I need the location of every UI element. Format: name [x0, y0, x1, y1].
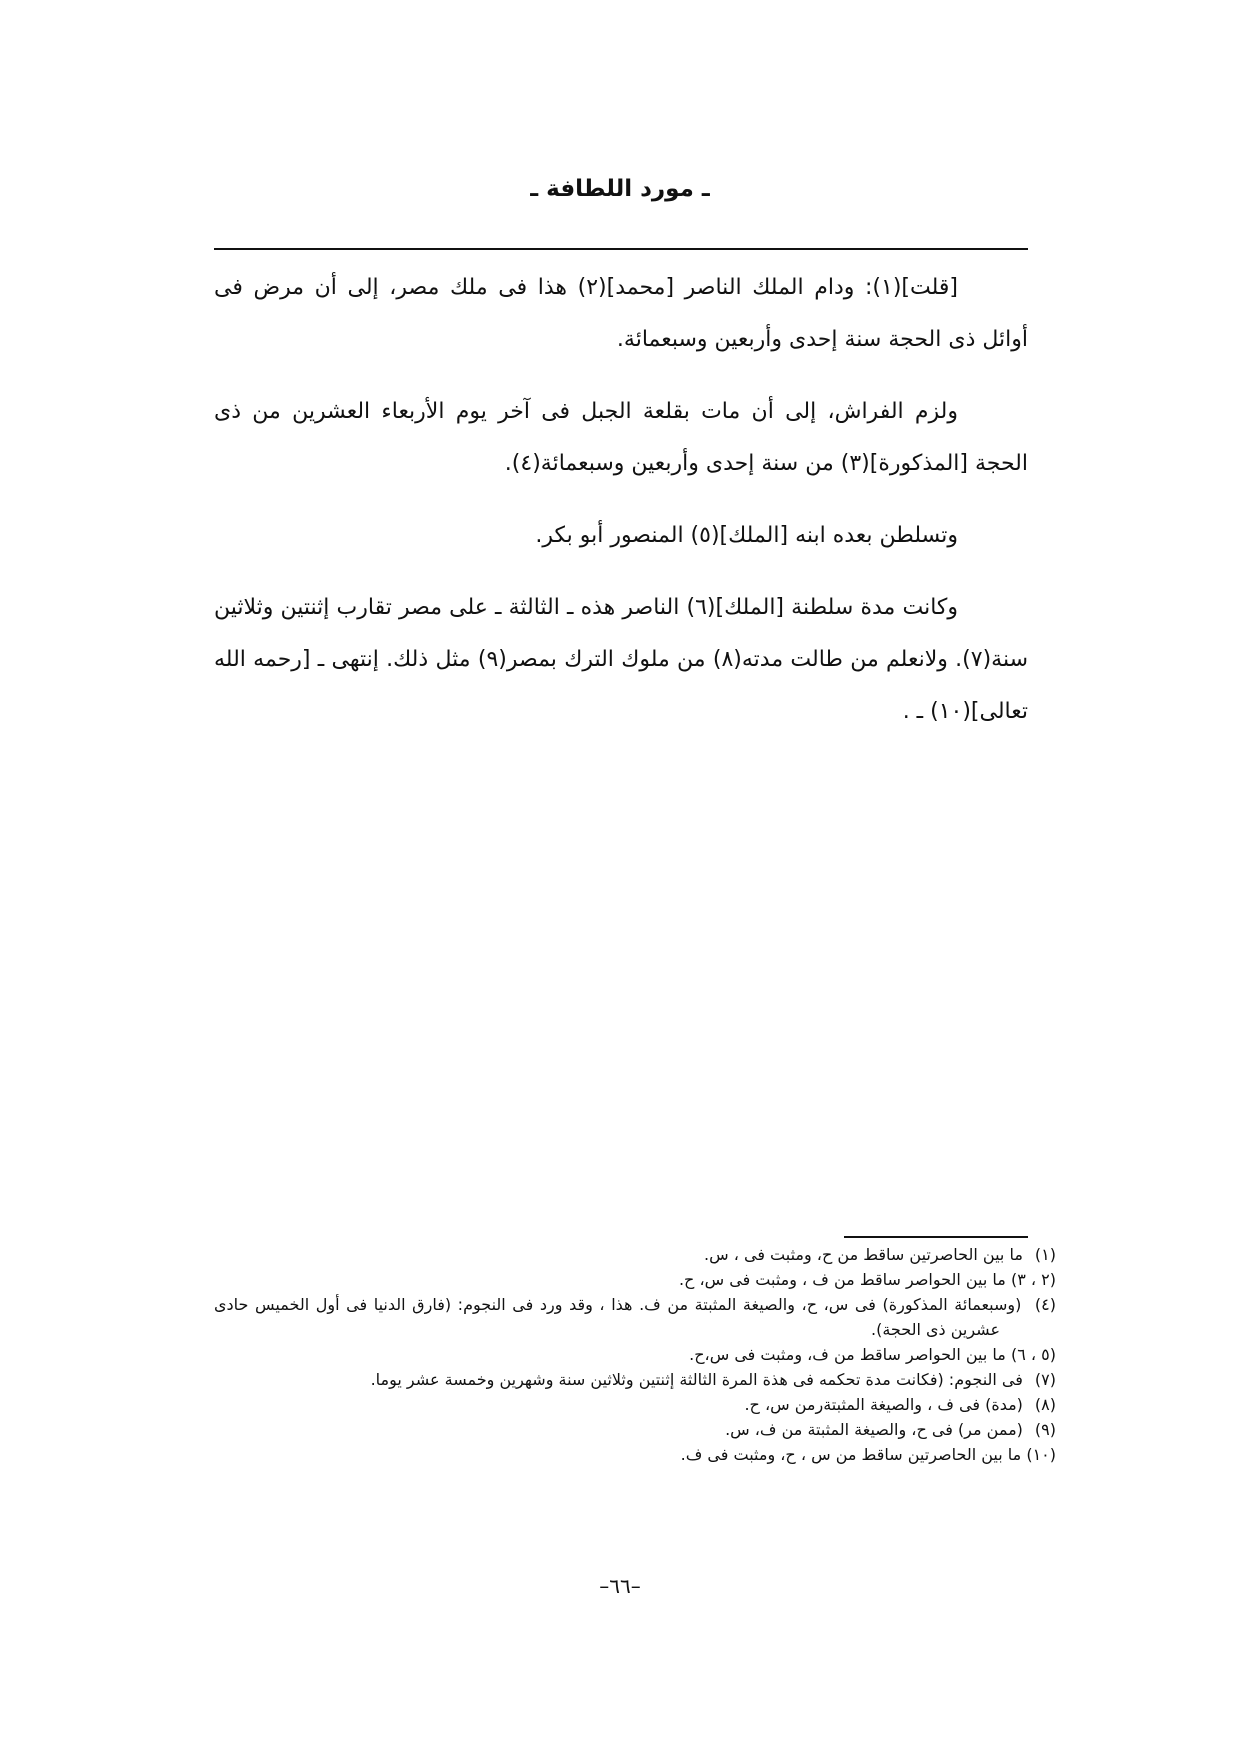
footnotes — [214, 1242, 1056, 1467]
footnote-text: ما بين الحواصر ساقط من ف ، ومثبت فى س، ح. — [678, 1270, 1006, 1289]
footnote-text: (ممن مر) فى ح، والصيغة المثبتة من ف، س. — [725, 1420, 1023, 1439]
footnote — [214, 1442, 1056, 1467]
footnote-number: (١٠) — [1026, 1445, 1056, 1464]
footnote-text: ما بين الحاصرتين ساقط من س ، ح، ومثبت فى ف. — [680, 1445, 1022, 1464]
footnote-text: فى النجوم: (فكانت مدة تحكمه فى هذة المرة الثالثة إثنتين وثلاثين سنة وشهرين وخمسة عشر يوما. — [370, 1370, 1023, 1389]
footnote-text: ما بين الحاصرتين ساقط من ح، ومثبت فى ، س. — [704, 1245, 1023, 1264]
footnote: (٨) (مدة) فى ف ، والصيغة المثبتةرمن س، ح. — [744, 1395, 1056, 1414]
body-paragraph: وكانت مدة سلطنة [الملك](٦) الناصر هذه ـ الثالثة ـ على مصر تقارب إثنتين وثلاثين سنة(٧). ولانعلم من طالت مدته(٨) من ملوك الترك بمصر(٩) مثل ذلك. إنتهى ـ [رحمه الله تعالى](١٠) ـ . — [214, 595, 1029, 724]
footnote-text: ما بين الحواصر ساقط من ف، ومثبت فى س،ح. — [689, 1345, 1006, 1364]
body-paragraph: وتسلطن بعده ابنه [الملك](٥) المنصور أبو بكر. — [535, 523, 958, 548]
body-paragraph: [قلت](١): ودام الملك الناصر [محمد](٢) هذا فى ملك مصر، إلى أن مرض فى أوائل ذى الحجة سنة إحدى وأربعين وسبعمائة. — [214, 275, 1028, 352]
footnote: (٧) فى النجوم: (فكانت مدة تحكمه فى هذة المرة الثالثة إثنتين وثلاثين سنة وشهرين وخمسة عشر يوما. — [370, 1370, 1056, 1389]
header-divider — [214, 248, 1028, 250]
body-paragraph: ولزم الفراش، إلى أن مات بقلعة الجبل فى آخر يوم الأربعاء العشرين من ذى الحجة [المذكورة](٣) من سنة إحدى وأربعين وسبعمائة(٤). — [214, 399, 1028, 476]
page-number: –٦٦– — [599, 1574, 641, 1598]
footnote: (٩) (ممن مر) فى ح، والصيغة المثبتة من ف، س. — [725, 1420, 1056, 1439]
footnote-number: (٥ ، ٦) — [1010, 1345, 1056, 1364]
footnote — [214, 1267, 1056, 1292]
footnote: (٤) (وسبعمائة المذكورة) فى س، ح، والصيغة المثبتة من ف. هذا ، وقد ورد فى النجوم: (فارق الدنيا فى أول الخميس حادى عشرين ذى الحجة). — [214, 1295, 1056, 1339]
footnote-divider — [844, 1236, 1028, 1238]
footnote-text: (مدة) فى ف ، والصيغة المثبتةرمن س، ح. — [744, 1395, 1023, 1414]
footnote: (١) ما بين الحاصرتين ساقط من ح، ومثبت فى ، س. — [704, 1245, 1056, 1264]
footnote — [214, 1342, 1056, 1367]
running-title: ـ مورد اللطافة ـ — [530, 176, 710, 202]
footnote-number: (٢ ، ٣) — [1010, 1270, 1056, 1289]
footnote-text: (وسبعمائة المذكورة) فى س، ح، والصيغة المثبتة من ف. هذا ، وقد ورد فى النجوم: (فارق الدنيا فى أول الخميس حادى عشرين ذى الحجة). — [214, 1295, 1022, 1339]
main-text — [214, 262, 1028, 758]
